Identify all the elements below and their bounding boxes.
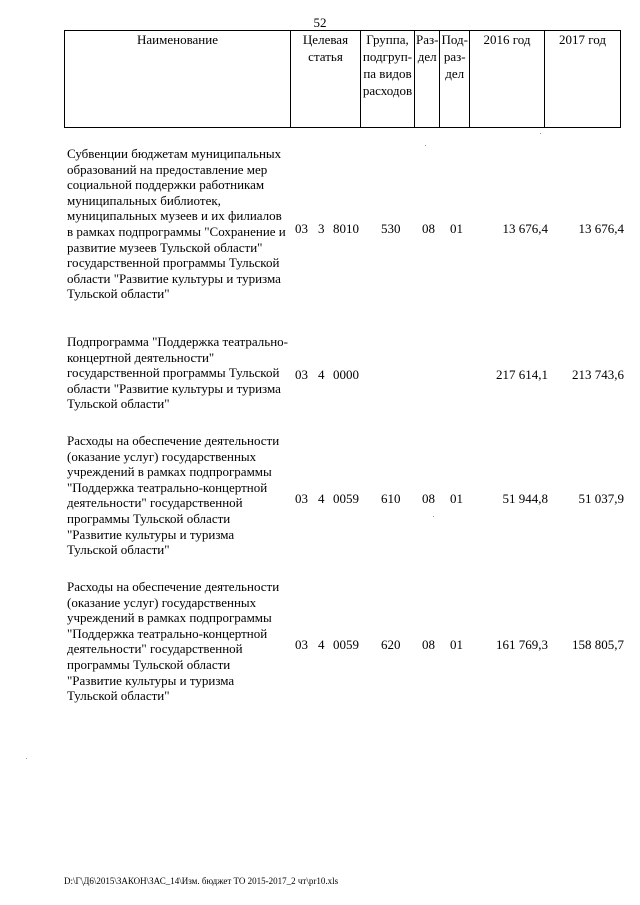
row-name: Подпрограмма "Поддержка театрально- концертной деятельности" государственной программы Тульской области "Развитие культуры и туризма Тульской области" [67,334,288,412]
scan-speck [425,145,426,146]
cell-group: 620 [381,637,401,652]
cell-subsection: 01 [450,491,463,506]
cell-2017: 213 743,6 [572,367,624,382]
header-year-2016: 2016 год [469,31,544,128]
header-target-article: Целевая статья [291,31,361,128]
scan-speck [540,133,541,134]
cell-section: 08 [422,637,435,652]
cell-subsection: 01 [450,221,463,236]
footer-file-path: D:\Г\Д6\2015\ЗАКОН\ЗАС_14\Изм. бюджет ТО 2015-2017_2 чт\pr10.xls [64,876,339,886]
header-year-2017: 2017 год [544,31,620,128]
cell-subprogram: 4 [318,637,325,652]
header-name: Наименование [65,31,291,128]
cell-2016: 51 944,8 [502,491,548,506]
cell-group: 530 [381,221,401,236]
cell-2017: 51 037,9 [578,491,624,506]
cell-program: 03 [295,491,308,506]
cell-subprogram: 3 [318,221,325,236]
cell-group: 610 [381,491,401,506]
header-expense-group: Группа, подгруп- па видов расходов [361,31,415,128]
cell-program: 03 [295,367,308,382]
cell-2017: 13 676,4 [578,221,624,236]
cell-subprogram: 4 [318,367,325,382]
cell-code: 0000 [333,367,359,382]
row-name: Расходы на обеспечение деятельности (оказание услуг) государственных учреждений в рамках подпрограммы "Поддержка театрально-концертной деятельности" государственной программы Тульской области "Развитие культуры и туризма Тульской области" [67,433,280,558]
page-number: 52 [313,15,327,30]
header-section: Раз- дел [415,31,440,128]
cell-section: 08 [422,221,435,236]
row-name: Расходы на обеспечение деятельности (оказание услуг) государственных учреждений в рамках подпрограммы "Поддержка театрально-концертной деятельности" государственной программы Тульской области "Развитие культуры и туризма Тульской области" [67,579,280,704]
row-name: Субвенции бюджетам муниципальных образований на предоставление мер социальной поддержки работникам муниципальных библиотек, муниципальных музеев и их филиалов в рамках подпрограммы "Сохранение и развитие музеев Тульской области" государственной программы Тульской области "Развитие культуры и туризма Тульской области" [67,146,286,302]
cell-section: 08 [422,491,435,506]
header-subsection: Под- раз- дел [440,31,469,128]
cell-subprogram: 4 [318,491,325,506]
cell-program: 03 [295,221,308,236]
cell-2016: 13 676,4 [502,221,548,236]
cell-code: 0059 [333,637,359,652]
cell-code: 0059 [333,491,359,506]
scan-speck [433,516,434,517]
cell-2016: 217 614,1 [496,367,548,382]
cell-code: 8010 [333,221,359,236]
cell-subsection: 01 [450,637,463,652]
cell-2016: 161 769,3 [496,637,548,652]
cell-2017: 158 805,7 [572,637,624,652]
cell-program: 03 [295,637,308,652]
scan-speck [26,758,27,759]
